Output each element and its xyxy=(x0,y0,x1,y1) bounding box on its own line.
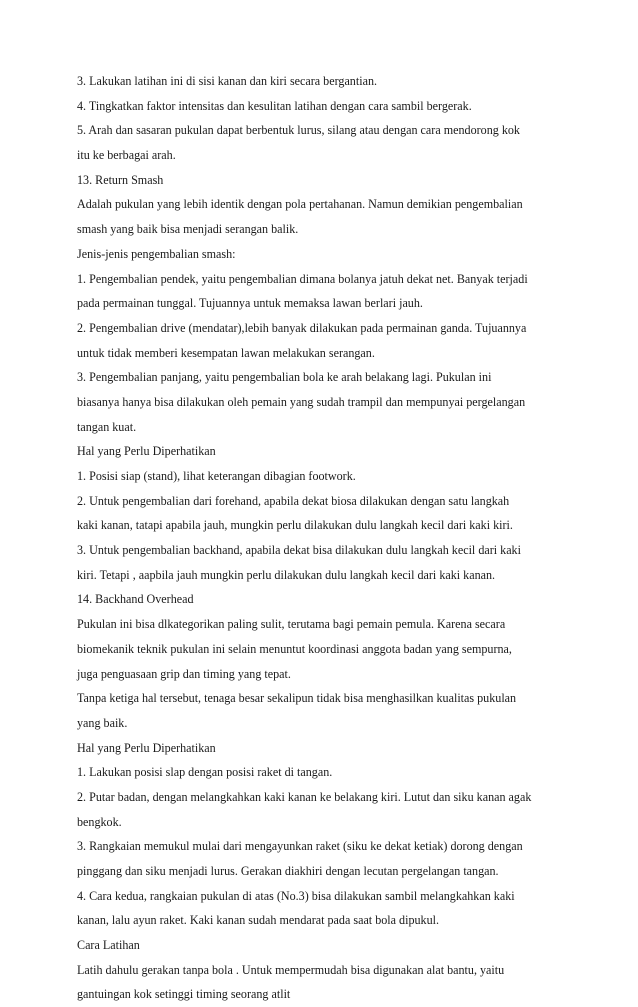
text-line: 3. Pengembalian panjang, yaitu pengembalian bola ke arah belakang lagi. Pukulan ini xyxy=(77,370,492,385)
text-line: kiri. Tetapi , aapbila jauh mungkin perlu dilakukan dulu langkah kecil dari kaki kanan. xyxy=(77,567,496,582)
text-line: pinggang dan siku menjadi lurus. Gerakan diakhiri dengan lecutan pergelangan tangan. xyxy=(77,864,499,878)
text-line: 1. Pengembalian pendek, yaitu pengembalian dimana bolanya jatuh dekat net. Banyak terjadi xyxy=(77,271,528,286)
text-line: 1. Lakukan posisi slap dengan posisi raket di tangan. xyxy=(77,765,333,780)
text-line: Latih dahulu gerakan tanpa bola . Untuk mempermudah bisa digunakan alat bantu, yaitu xyxy=(77,962,505,977)
section-heading: 13. Return Smash xyxy=(77,172,164,187)
text-line: itu ke berbagai arah. xyxy=(77,148,176,163)
text-line: untuk tidak memberi kesempatan lawan melakukan serangan. xyxy=(77,345,375,360)
text-line: Jenis-jenis pengembalian smash: xyxy=(77,246,236,261)
text-line: biasanya hanya bisa dilakukan oleh pemain yang sudah trampil dan mempunyai pergelangan xyxy=(77,394,526,409)
document-body xyxy=(77,69,577,1007)
text-line: juga penguasaan grip dan timing yang tepat. xyxy=(77,666,291,681)
text-line: 4. Cara kedua, rangkaian pukulan di atas (No.3) bisa dilakukan sambil melangkahkan kaki xyxy=(77,888,515,903)
text-line: kaki kanan, tatapi apabila jauh, mungkin perlu dilakukan dulu langkah kecil dari kaki kiri. xyxy=(77,518,513,533)
text-line: tangan kuat. xyxy=(77,419,137,434)
text-line: 2. Putar badan, dengan melangkahkan kaki kanan ke belakang kiri. Lutut dan siku kanan agak xyxy=(77,789,532,804)
text-line: bengkok. xyxy=(77,814,122,829)
text-line: Adalah pukulan yang lebih identik dengan pola pertahanan. Namun demikian pengembalian xyxy=(77,197,523,212)
text-line: biomekanik teknik pukulan ini selain menuntut koordinasi anggota badan yang sempurna, xyxy=(77,641,512,656)
text-line: 4. Tingkatkan faktor intensitas dan kesulitan latihan dengan cara sambil bergerak. xyxy=(77,98,472,113)
text-line: 2. Pengembalian drive (mendatar),lebih banyak dilakukan pada permainan ganda. Tujuannya xyxy=(77,320,527,335)
text-line: 3. Lakukan latihan ini di sisi kanan dan kiri secara bergantian. xyxy=(77,74,378,88)
text-line: 3. Rangkaian memukul mulai dari mengayunkan raket (siku ke dekat ketiak) dorong dengan xyxy=(77,839,523,854)
text-line: 3. Untuk pengembalian backhand, apabila dekat bisa dilakukan dulu langkah kecil dari kaki xyxy=(77,543,521,558)
text-line: 5. Arah dan sasaran pukulan dapat berbentuk lurus, silang atau dengan cara mendorong kok xyxy=(77,123,520,138)
text-line: gantuingan kok setinggi timing seorang atlit xyxy=(77,987,291,1002)
subsection-heading: Hal yang Perlu Diperhatikan xyxy=(77,740,216,755)
subsection-heading: Cara Latihan xyxy=(77,938,140,953)
text-line: smash yang baik bisa menjadi serangan balik. xyxy=(77,222,299,237)
section-heading: 14. Backhand Overhead xyxy=(77,592,194,607)
text-line: yang baik. xyxy=(77,715,128,730)
text-line: Pukulan ini bisa dlkategorikan paling sulit, terutama bagi pemain pemula. Karena secara xyxy=(77,617,506,632)
subsection-heading: Hal yang Perlu Diperhatikan xyxy=(77,444,216,459)
text-line: kanan, lalu ayun raket. Kaki kanan sudah mendarat pada saat bola dipukul. xyxy=(77,913,440,928)
text-line: 1. Posisi siap (stand), lihat keterangan dibagian footwork. xyxy=(77,469,356,483)
text-line: Tanpa ketiga hal tersebut, tenaga besar sekalipun tidak bisa menghasilkan kualitas pukulan xyxy=(77,691,517,706)
text-line: pada permainan tunggal. Tujuannya untuk memaksa lawan berlari jauh. xyxy=(77,296,423,311)
text-line: 2. Untuk pengembalian dari forehand, apabila dekat biosa dilakukan dengan satu langkah xyxy=(77,493,510,508)
